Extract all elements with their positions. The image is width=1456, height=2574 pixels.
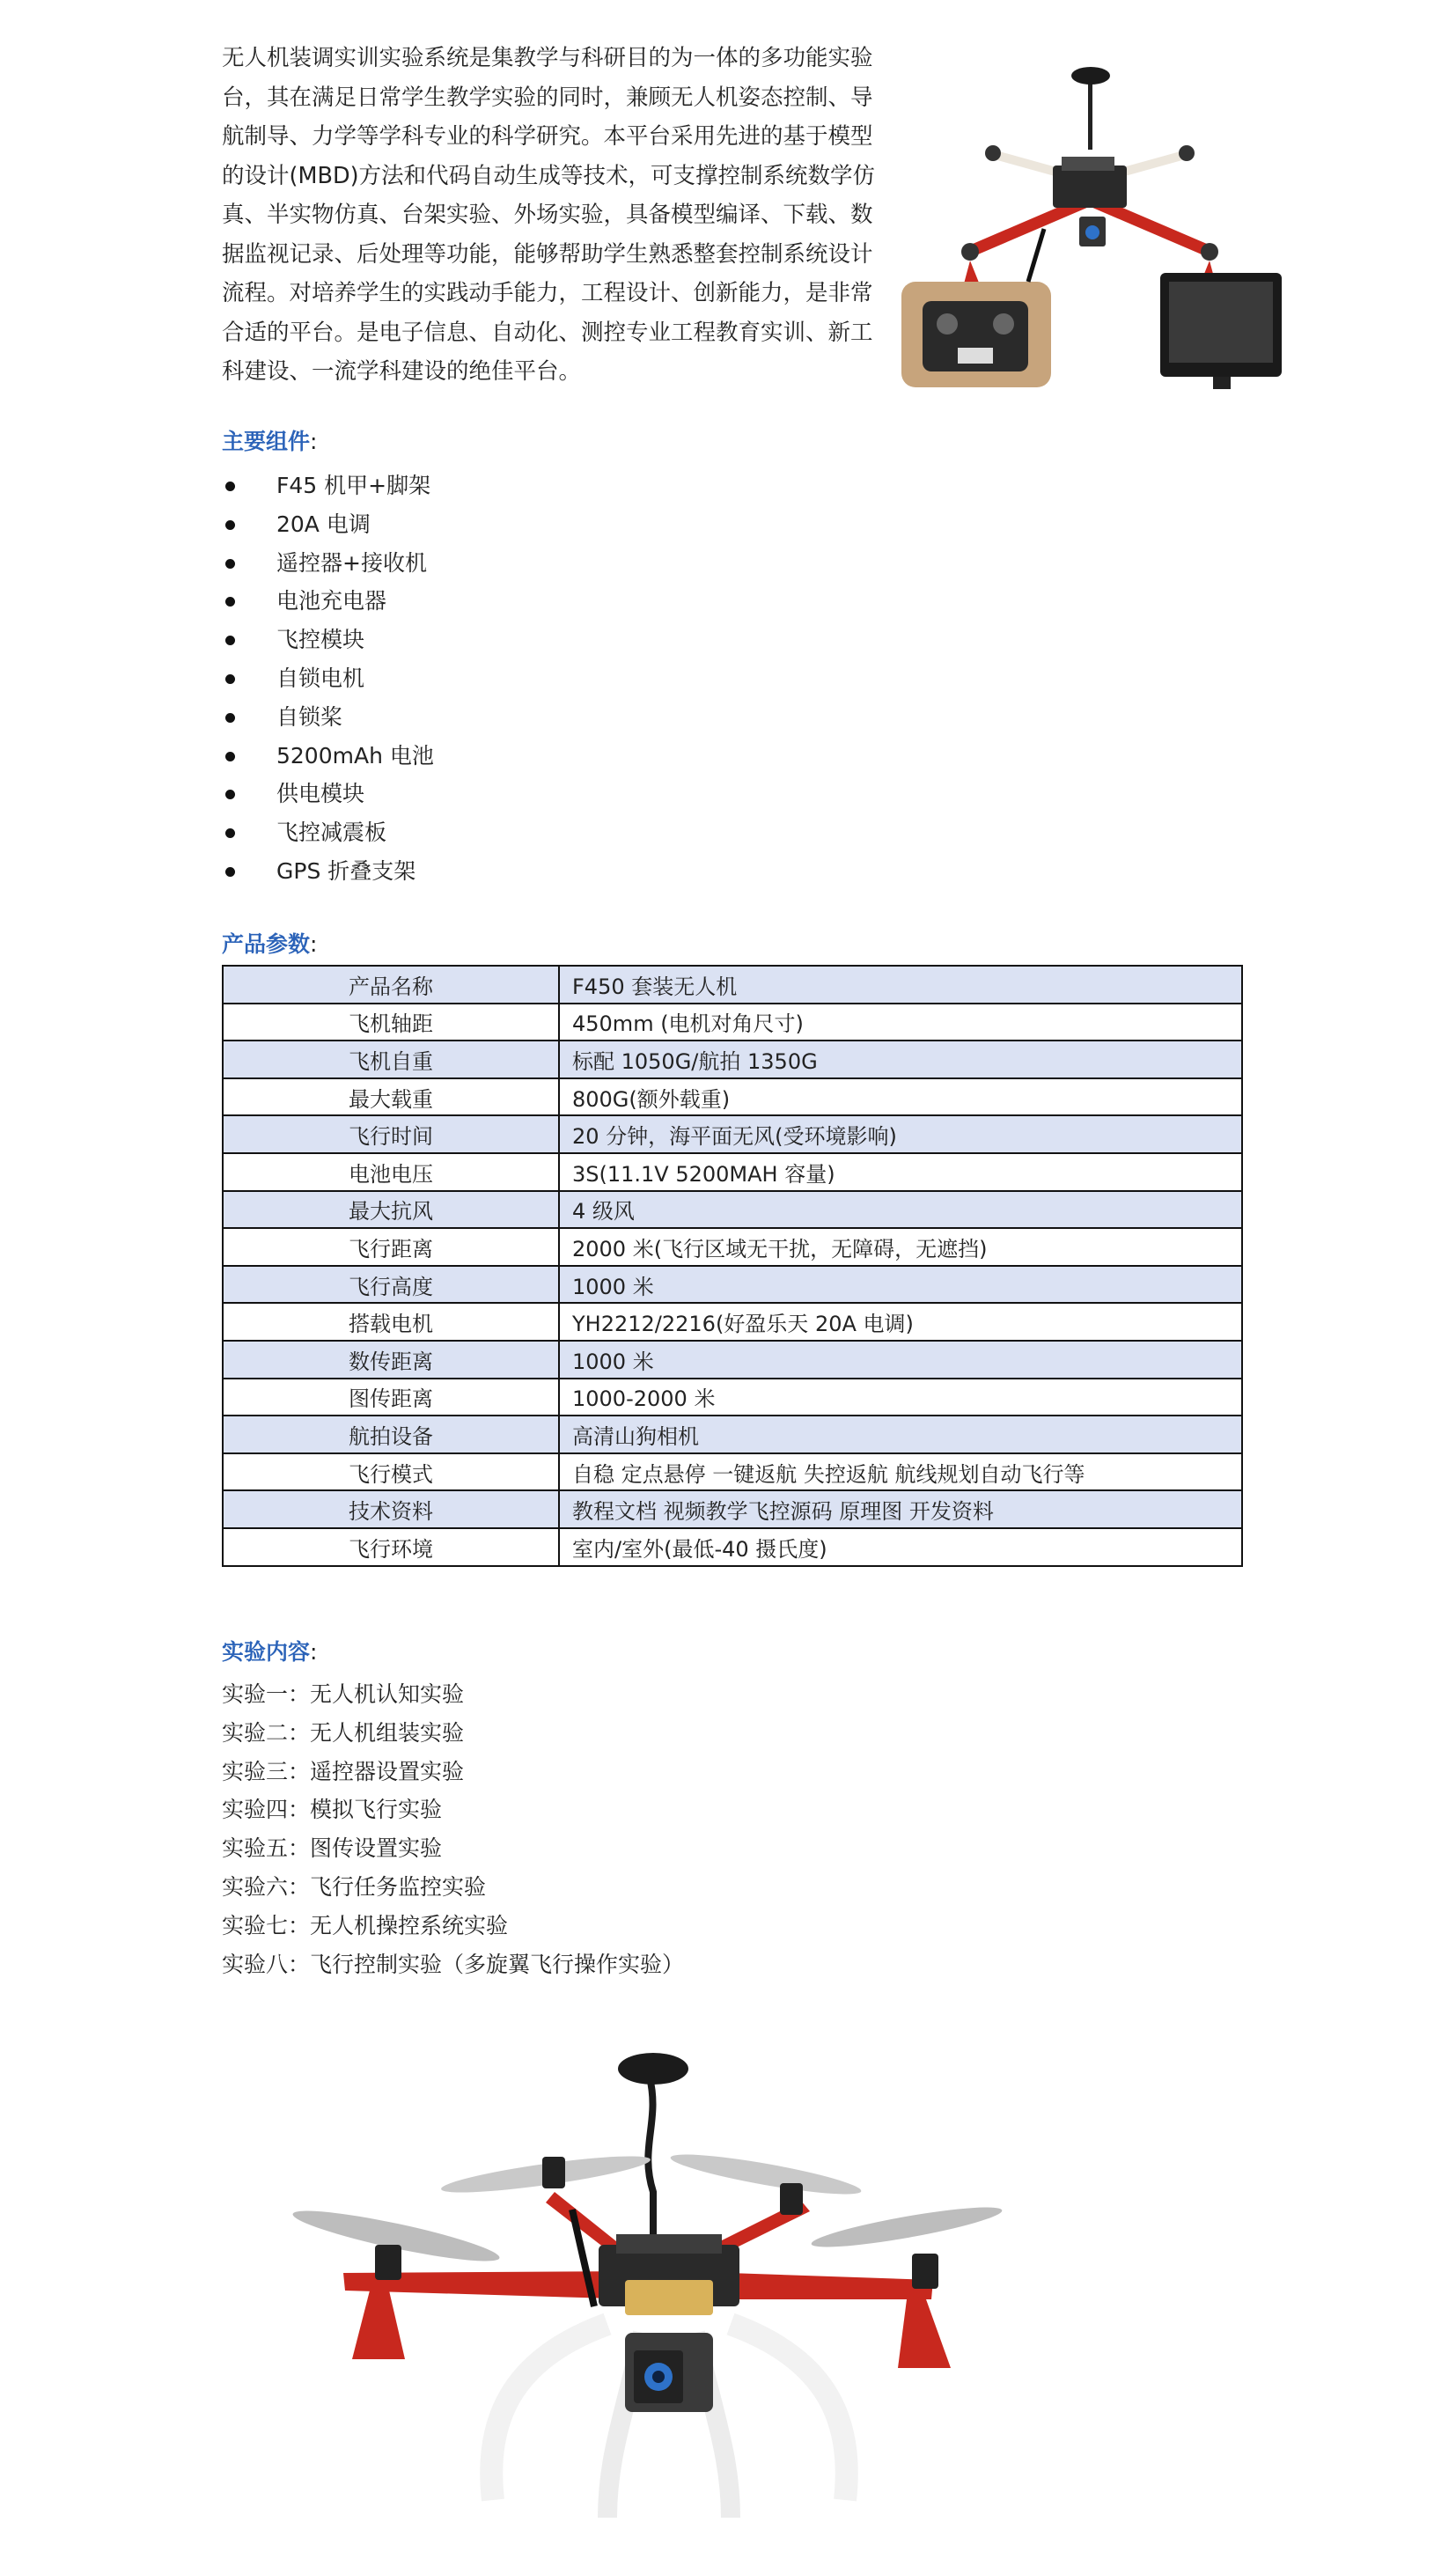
- param-key: 飞行时间: [223, 1115, 559, 1153]
- param-key: 产品名称: [223, 966, 559, 1004]
- list-item: 实验六：飞行任务监控实验: [222, 1873, 487, 1900]
- param-value: 4 级风: [559, 1191, 1242, 1229]
- list-item-label: 遥控器+接收机: [276, 549, 427, 576]
- param-key: 航拍设备: [223, 1416, 559, 1453]
- list-item-label: F45 机甲+脚架: [276, 473, 431, 498]
- components-heading: [222, 424, 317, 456]
- bullet-icon: [225, 752, 235, 761]
- table-row: [223, 1153, 1242, 1191]
- list-item: [222, 775, 434, 813]
- param-value: 高清山狗相机: [559, 1416, 1242, 1453]
- table-row: [223, 1266, 1242, 1304]
- bullet-icon: [225, 597, 235, 607]
- bullet-icon: [225, 828, 235, 838]
- bullet-icon: [225, 559, 235, 569]
- list-item-label: 自锁桨: [276, 703, 343, 730]
- param-key: 数传距离: [223, 1341, 559, 1379]
- param-key: 技术资料: [223, 1490, 559, 1528]
- param-value: YH2212/2216(好盈乐天 20A 电调): [559, 1303, 1242, 1341]
- list-item-label: 供电模块: [276, 781, 365, 807]
- table-row: [223, 1453, 1242, 1491]
- table-row: [223, 1228, 1242, 1266]
- params-heading-colon: :: [310, 931, 318, 957]
- table-row: [223, 1379, 1242, 1416]
- param-value: 1000-2000 米: [559, 1379, 1242, 1416]
- drone-kit-image: [896, 44, 1289, 405]
- param-value: 3S(11.1V 5200MAH 容量): [559, 1153, 1242, 1191]
- list-item-label: 飞控减震板: [276, 820, 387, 846]
- param-value: 20 分钟，海平面无风(受环境影响): [559, 1115, 1242, 1153]
- table-row: [223, 1191, 1242, 1229]
- experiments-heading: [222, 1635, 317, 1666]
- param-value: F450 套装无人机: [559, 966, 1242, 1004]
- table-row: [223, 1004, 1242, 1041]
- param-value: 教程文档 视频教学飞控源码 原理图 开发资料: [559, 1490, 1242, 1528]
- param-value: 800G(额外载重): [559, 1078, 1242, 1116]
- list-item-label: 电池充电器: [276, 588, 387, 614]
- param-value: 2000 米(飞行区域无干扰，无障碍，无遮挡): [559, 1228, 1242, 1266]
- bullet-icon: [225, 636, 235, 645]
- param-key: 飞行环境: [223, 1528, 559, 1566]
- table-row: [223, 1041, 1242, 1078]
- list-item: 实验一：无人机认知实验: [222, 1681, 465, 1707]
- table-row: [223, 1528, 1242, 1566]
- list-item-label: GPS 折叠支架: [276, 857, 416, 884]
- param-key: 电池电压: [223, 1153, 559, 1191]
- experiments-heading-colon: :: [310, 1639, 318, 1665]
- experiments-list: [222, 1675, 684, 1983]
- param-key: 飞机轴距: [223, 1004, 559, 1041]
- experiments-heading-text: 实验内容: [222, 1639, 311, 1665]
- list-item: [222, 813, 434, 852]
- bullet-icon: [225, 867, 235, 877]
- list-item: 实验四：模拟飞行实验: [222, 1797, 443, 1823]
- list-item: 实验七：无人机操控系统实验: [222, 1912, 509, 1938]
- param-value: 标配 1050G/航拍 1350G: [559, 1041, 1242, 1078]
- list-item: [222, 582, 434, 621]
- table-row: [223, 1341, 1242, 1379]
- table-row: [223, 1078, 1242, 1116]
- list-item: [222, 544, 434, 583]
- param-value: 1000 米: [559, 1341, 1242, 1379]
- components-heading-colon: :: [310, 429, 318, 454]
- bullet-icon: [225, 482, 235, 491]
- list-item-label: 5200mAh 电池: [276, 742, 434, 769]
- params-table: [222, 965, 1243, 1567]
- table-row: [223, 1303, 1242, 1341]
- list-item: 实验二：无人机组装实验: [222, 1719, 465, 1746]
- param-key: 搭载电机: [223, 1303, 559, 1341]
- params-heading-text: 产品参数: [222, 931, 311, 957]
- list-item-label: 飞控模块: [276, 627, 365, 653]
- list-item-label: 20A 电调: [276, 511, 371, 537]
- param-value: 室内/室外(最低-40 摄氏度): [559, 1528, 1242, 1566]
- list-item-label: 自锁电机: [276, 665, 365, 691]
- param-key: 图传距离: [223, 1379, 559, 1416]
- drone-image: [290, 2042, 1048, 2535]
- list-item: 实验三：遥控器设置实验: [222, 1758, 465, 1784]
- list-item: 实验八：飞行控制实验（多旋翼飞行操作实验）: [222, 1951, 685, 1977]
- table-row: [223, 1416, 1242, 1453]
- list-item: [222, 852, 434, 891]
- table-row: [223, 966, 1242, 1004]
- bullet-icon: [225, 790, 235, 799]
- param-key: 飞机自重: [223, 1041, 559, 1078]
- list-item: [222, 659, 434, 698]
- params-heading: [222, 927, 317, 959]
- table-row: [223, 1115, 1242, 1153]
- list-item: [222, 621, 434, 659]
- table-row: [223, 1490, 1242, 1528]
- param-value: 450mm (电机对角尺寸): [559, 1004, 1242, 1041]
- param-key: 最大载重: [223, 1078, 559, 1116]
- bullet-icon: [225, 520, 235, 530]
- list-item: [222, 505, 434, 544]
- param-key: 飞行距离: [223, 1228, 559, 1266]
- intro-paragraph: 无人机装调实训实验系统是集教学与科研目的为一体的多功能实验台，其在满足日常学生教学实验的同时，兼顾无人机姿态控制、导航制导、力学等学科专业的科学研究。本平台采用先进的基于模型的设计(MBD)方法和代码自动生成等技术，可支撑控制系统数学仿真、半实物仿真、台架实验、外场实验，具备模型编译、下载、数据监视记录、后处理等功能，能够帮助学生熟悉整套控制系统设计流程。对培养学生的实践动手能力，工程设计、创新能力，是非常合适的平台。是电子信息、自动化、测控专业工程教育实训、新工科建设、一流学科建设的绝佳平台。: [222, 45, 876, 385]
- bullet-icon: [225, 713, 235, 723]
- list-item: [222, 737, 434, 776]
- param-value: 自稳 定点悬停 一键返航 失控返航 航线规划自动飞行等: [559, 1453, 1242, 1491]
- components-list: [222, 467, 434, 891]
- components-heading-text: 主要组件: [222, 429, 311, 454]
- param-key: 飞行高度: [223, 1266, 559, 1304]
- list-item: [222, 467, 434, 505]
- param-key: 最大抗风: [223, 1191, 559, 1229]
- bullet-icon: [225, 674, 235, 684]
- param-key: 飞行模式: [223, 1453, 559, 1491]
- list-item: [222, 698, 434, 737]
- list-item: 实验五：图传设置实验: [222, 1835, 443, 1862]
- param-value: 1000 米: [559, 1266, 1242, 1304]
